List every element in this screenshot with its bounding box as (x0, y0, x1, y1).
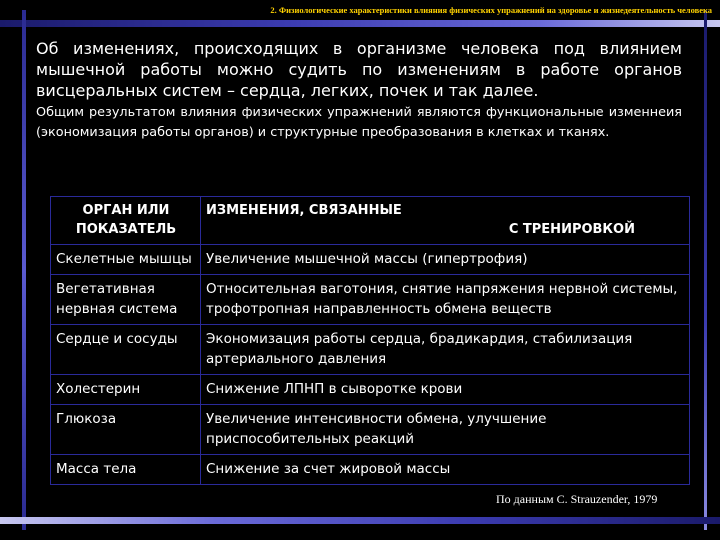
slide-header-title: 2. Физиологические характеристики влияния физических упражнений на здоровье и жизнедеятельность человека (270, 5, 712, 15)
table-row (51, 375, 690, 405)
intro-paragraph-2: Общим результатом влияния физических упражнений являются функциональные изменнеия (экономизация работы органов) и структурные преобразования в клетках и тканях. (36, 105, 682, 140)
training-changes-table (50, 196, 690, 485)
header-changes-line1: ИЗМЕНЕНИЯ, СВЯЗАННЫЕ (206, 203, 402, 218)
change-cell: Увеличение мышечной массы (гипертрофия) (201, 245, 690, 275)
table-header-row (51, 197, 690, 245)
intro-text (36, 38, 682, 143)
table-row (51, 455, 690, 485)
change-cell: Экономизация работы сердца, брадикардия, стабилизация артериального давления (201, 325, 690, 375)
change-cell: Увеличение интенсивности обмена, улучшение приспособительных реакций (201, 405, 690, 455)
header-changes-line2: С ТРЕНИРОВКОЙ (508, 222, 635, 237)
organ-cell: Холестерин (51, 375, 201, 405)
header-organ: ОРГАН ИЛИ ПОКАЗАТЕЛЬ (51, 197, 201, 245)
organ-cell: Масса тела (51, 455, 201, 485)
change-cell: Снижение ЛПНП в сыворотке крови (201, 375, 690, 405)
organ-cell: Сердце и сосуды (51, 325, 201, 375)
intro-paragraph-1: Об изменениях, происходящих в организме человека под влиянием мышечной работы можно судить по изменениям в работе органов висцеральных систем – сердца, легких, почек и так далее. (36, 39, 682, 100)
table-row (51, 275, 690, 325)
top-decorative-bar (0, 20, 720, 27)
organ-cell: Скелетные мышцы (51, 245, 201, 275)
change-cell: Снижение за счет жировой массы (201, 455, 690, 485)
left-decorative-bar (22, 10, 26, 530)
change-cell: Относительная ваготония, снятие напряжения нервной системы, трофотропная направленность обмена веществ (201, 275, 690, 325)
bottom-decorative-bar (0, 517, 720, 524)
right-decorative-bar (704, 10, 707, 530)
organ-cell: Вегетативная нервная система (51, 275, 201, 325)
table-body (51, 245, 690, 485)
table-row (51, 245, 690, 275)
table-row (51, 405, 690, 455)
table-row (51, 325, 690, 375)
organ-cell: Глюкоза (51, 405, 201, 455)
header-changes (201, 197, 690, 245)
source-citation: По данным C. Strauzender, 1979 (496, 492, 658, 506)
